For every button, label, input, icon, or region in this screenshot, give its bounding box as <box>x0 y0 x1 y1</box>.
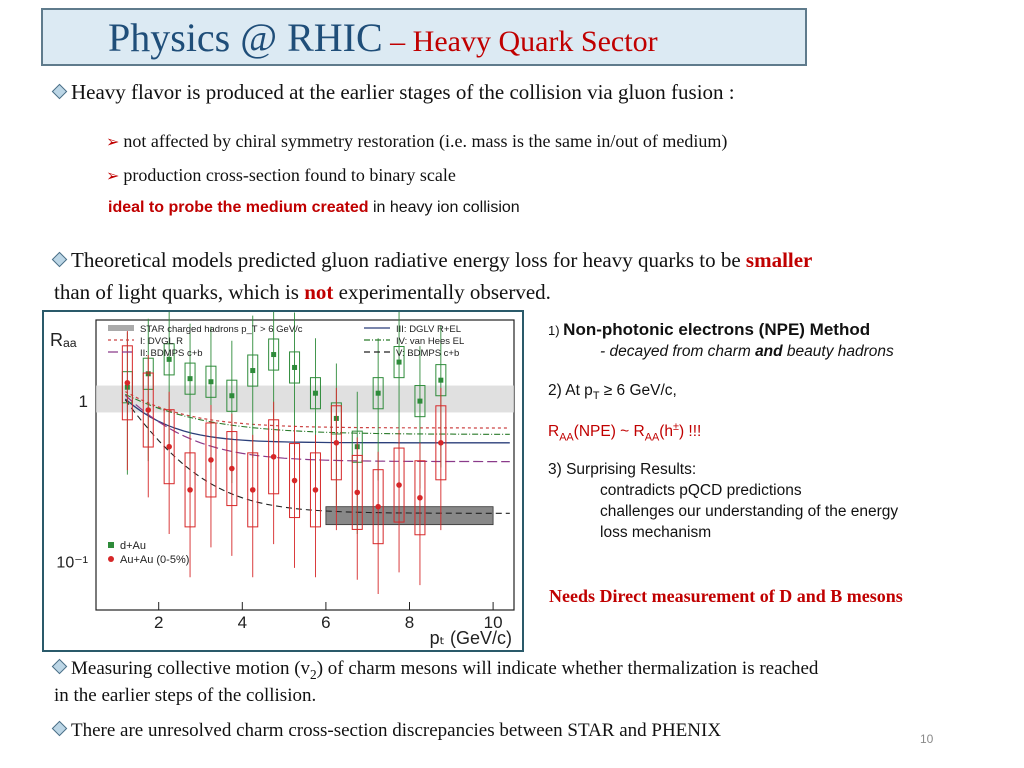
auau-point <box>396 482 402 488</box>
dau-point <box>271 352 276 357</box>
dau-point <box>229 393 234 398</box>
dau-point <box>313 391 318 396</box>
sub-bullet-1: ➢ not affected by chiral symmetry restoration (i.e. mass is the same in/out of medium) <box>106 131 728 151</box>
auau-point <box>438 440 444 446</box>
slide-subtitle: Heavy Quark Sector <box>412 25 658 58</box>
bullet-2: Theoretical models predicted gluon radiative energy loss for heavy quarks to be smaller <box>54 248 812 273</box>
dau-point <box>292 365 297 370</box>
auau-point <box>208 457 214 463</box>
ideal-probe-line: ideal to probe the medium created in heavy ion collision <box>108 199 520 216</box>
dau-point <box>208 379 213 384</box>
dau-point <box>397 360 402 365</box>
auau-point <box>125 380 131 386</box>
page-number: 10 <box>920 732 934 746</box>
auau-point <box>166 444 172 450</box>
surprising-results: 3) Surprising Results: <box>548 461 697 479</box>
star-hadrons-band <box>326 507 493 525</box>
auau-point <box>250 487 256 493</box>
y-tick-label: 1 <box>78 392 88 412</box>
pt-threshold: 2) At $p_T \ge 6$ GeV/c, <box>548 381 677 402</box>
auau-point <box>334 440 340 446</box>
x-tick-label: 6 <box>321 613 331 632</box>
auau-point <box>145 407 151 413</box>
bullet-3-line-2: in the earlier steps of the collision. <box>54 685 317 706</box>
auau-point <box>313 487 319 493</box>
legend-model-label: IV: van Hees EL <box>396 336 465 347</box>
legend-model-label: STAR charged hadrons p_T > 6 GeV/c <box>140 324 303 335</box>
curve-bdmps-v <box>125 400 510 514</box>
auau-point <box>271 454 277 460</box>
legend-model-label: I: DVGL R <box>140 336 183 347</box>
x-axis-label: pₜ (GeV/c) <box>429 628 512 648</box>
plot-axes-box <box>96 320 514 610</box>
npe-method: 1) Non-photonic electrons (NPE) Method <box>548 320 871 339</box>
legend-dau-marker <box>108 542 114 548</box>
auau-point <box>417 495 423 501</box>
npe-subtext: - decayed from charm and beauty hadrons <box>600 342 894 360</box>
legend-auau-label: Au+Au (0-5%) <box>120 554 190 566</box>
result-line-2: challenges our understanding of the energy <box>600 503 899 521</box>
x-tick-label: 4 <box>237 613 248 632</box>
auau-point <box>229 466 235 472</box>
dau-point <box>188 376 193 381</box>
diamond-bullet-icon <box>52 252 68 268</box>
raa-plot-frame <box>42 310 524 652</box>
raa-chart <box>44 312 522 650</box>
auau-point <box>375 504 381 510</box>
dau-point <box>376 391 381 396</box>
arrow-bullet-icon: ➢ <box>106 134 120 151</box>
needs-direct-measurement: Needs Direct measurement of D and B mesons <box>549 586 903 606</box>
raa-relation: $R_{AA}(NPE)$ ~ $R_{AA}(h^\pm)$ !!! <box>548 420 702 443</box>
diamond-bullet-icon <box>52 84 68 100</box>
dau-point <box>417 399 422 404</box>
legend-model-label: II: BDMPS c+b <box>140 348 203 359</box>
x-tick-label: 8 <box>404 613 415 632</box>
legend-auau-marker <box>108 556 114 562</box>
bullet-1: Heavy flavor is produced at the earlier stages of the collision via gluon fusion : <box>54 80 735 105</box>
legend-model-label: V: BDMPS c+b <box>396 348 460 359</box>
x-tick-label: 10 <box>483 613 503 632</box>
dau-point <box>438 378 443 383</box>
auau-point <box>187 487 193 493</box>
right-column <box>548 319 1018 544</box>
y-tick-label: 10⁻¹ <box>56 554 88 572</box>
slide-title: Physics @ RHIC – Heavy Quark Sector <box>108 15 658 60</box>
bullet-3: Measuring collective motion $(v_2)$ of charm mesons will indicate whether thermalization is reached <box>54 658 818 683</box>
y-axis-label: Rₐₐ <box>50 330 77 350</box>
auau-point <box>292 478 298 484</box>
auau-point <box>354 490 360 496</box>
bullet-2-line-2: than of light quarks, which is not experimentally observed. <box>54 280 551 304</box>
bullet-4: There are unresolved charm cross-section discrepancies between STAR and PHENIX <box>54 720 721 742</box>
sub-bullet-2: ➢ production cross-section found to binary scale <box>106 165 456 185</box>
diamond-bullet-icon <box>52 659 68 675</box>
dau-point <box>250 368 255 373</box>
legend-model-label: III: DGLV R+EL <box>396 324 462 335</box>
result-line-3: loss mechanism <box>600 524 712 542</box>
arrow-bullet-icon: ➢ <box>106 168 120 185</box>
legend-dau-label: d+Au <box>120 540 146 552</box>
x-tick-label: 2 <box>153 613 164 632</box>
diamond-bullet-icon <box>52 721 68 737</box>
result-line-1: contradicts pQCD predictions <box>600 482 802 500</box>
